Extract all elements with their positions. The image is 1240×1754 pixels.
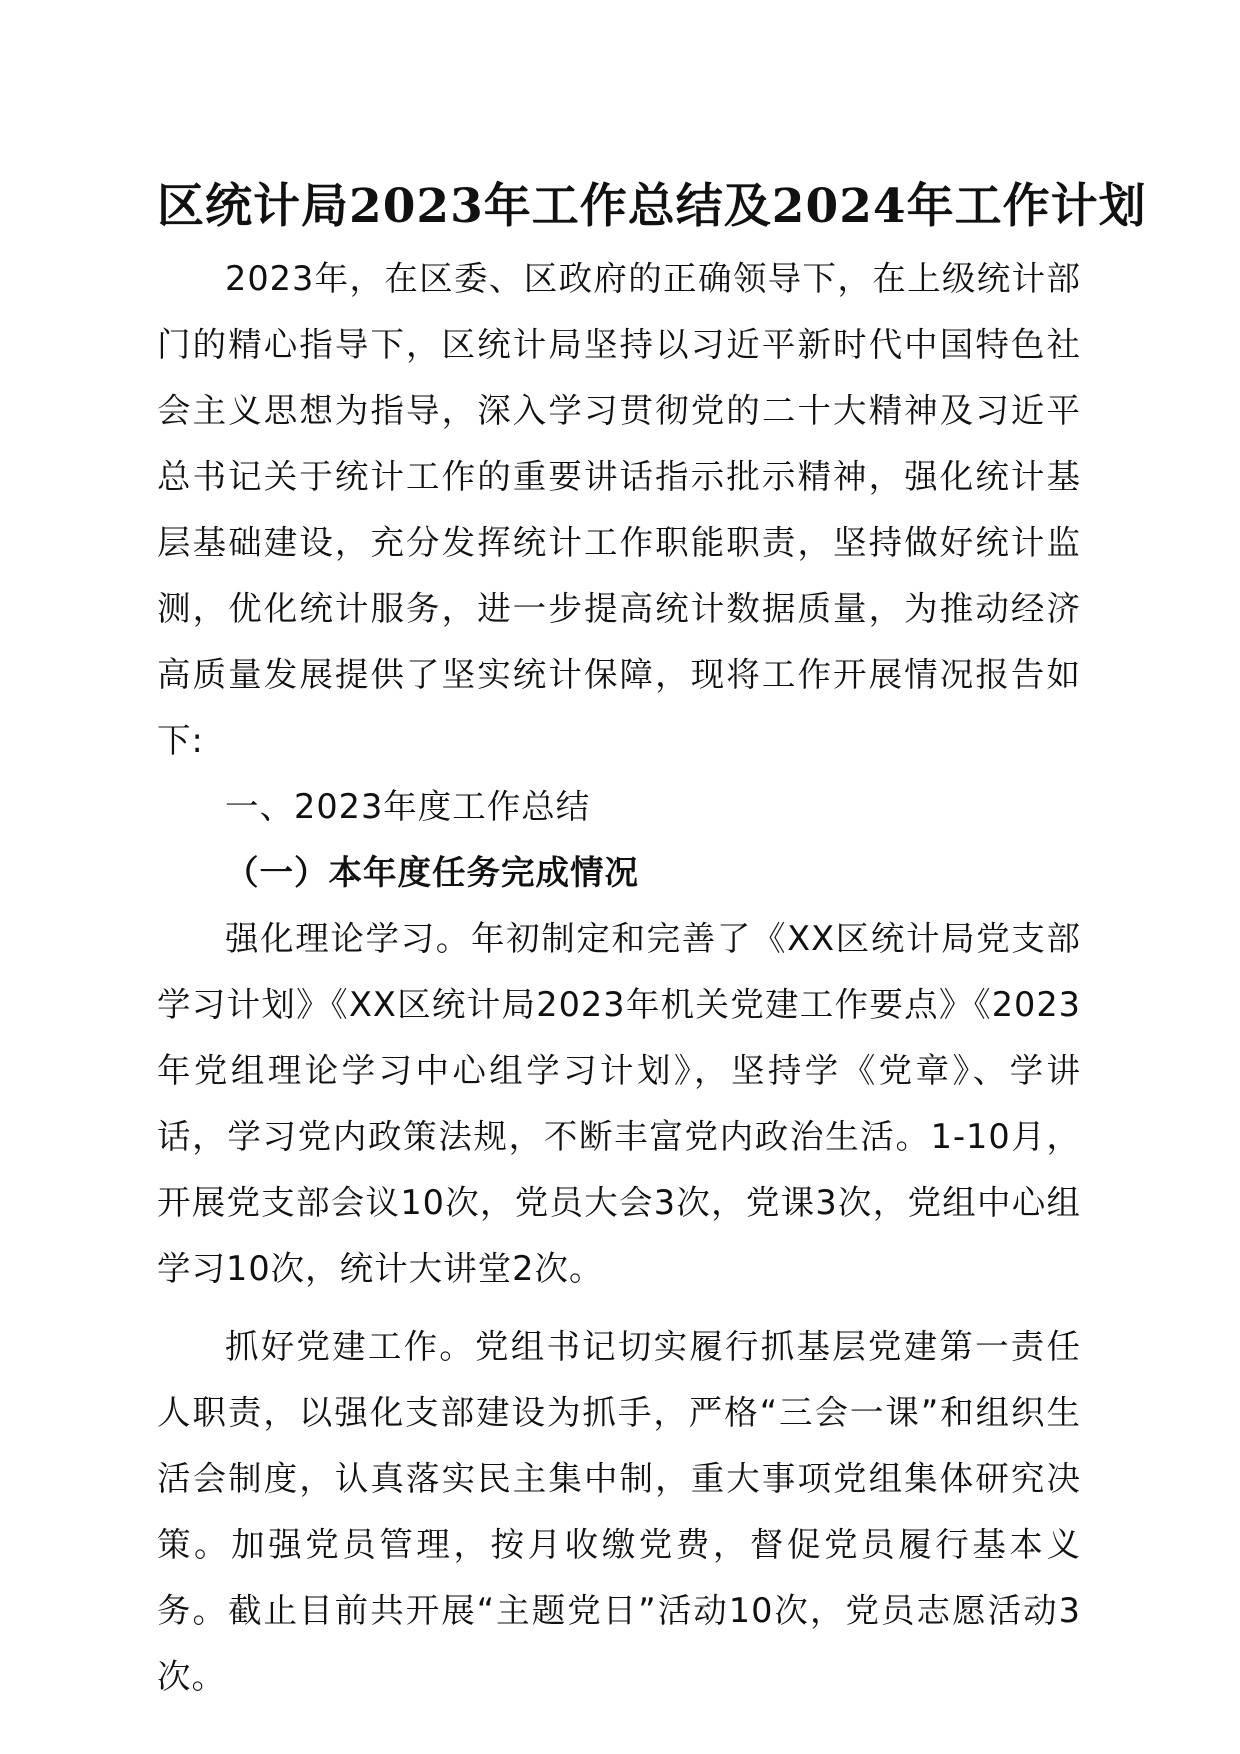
section-heading-summary: 一、2023年度工作总结	[225, 787, 591, 826]
intro-paragraph: 2023年，在区委、区政府的正确领导下，在上级统计部门的精心指导下，区统计局坚持以习近平新时代中国特色社会主义思想为指导，深入学习贯彻党的二十大精神及习近平总书记关于统计工作的重要讲话指示批示精神，强化统计基层基础建设，充分发挥统计工作职能职责，坚持做好统计监测，优化统计服务，进一步提高统计数据质量，为推动经济高质量发展提供了坚实统计保障，现将工作开展情况报告如下:	[157, 259, 1081, 760]
paragraph-spacer	[157, 1302, 1240, 1314]
paragraph-theory-study: 强化理论学习。年初制定和完善了《XX区统计局党支部学习计划》《XX区统计局2023年机关党建工作要点》《2023年党组理论学习中心组学习计划》，坚持学《党章》、学讲话，学习党内政策法规，不断丰富党内政治生活。1-10月，开展党支部会议10次，党员大会3次，党课3次，党组中心组学习10次，统计大讲堂2次。	[157, 919, 1081, 1288]
document-title: 区统计局2023年工作总结及2024年工作计划	[157, 179, 1147, 234]
subsection-heading-tasks: （一）本年度任务完成情况	[225, 853, 639, 892]
paragraph-party-building: 抓好党建工作。党组书记切实履行抓基层党建第一责任人职责，以强化支部建设为抓手，严格“三会一课”和组织生活会制度，认真落实民主集中制，重大事项党组集体研究决策。加强党员管理，按月收缴党费，督促党员履行基本义务。截止目前共开展“主题党日”活动10次，党员志愿活动3次。	[157, 1327, 1081, 1696]
